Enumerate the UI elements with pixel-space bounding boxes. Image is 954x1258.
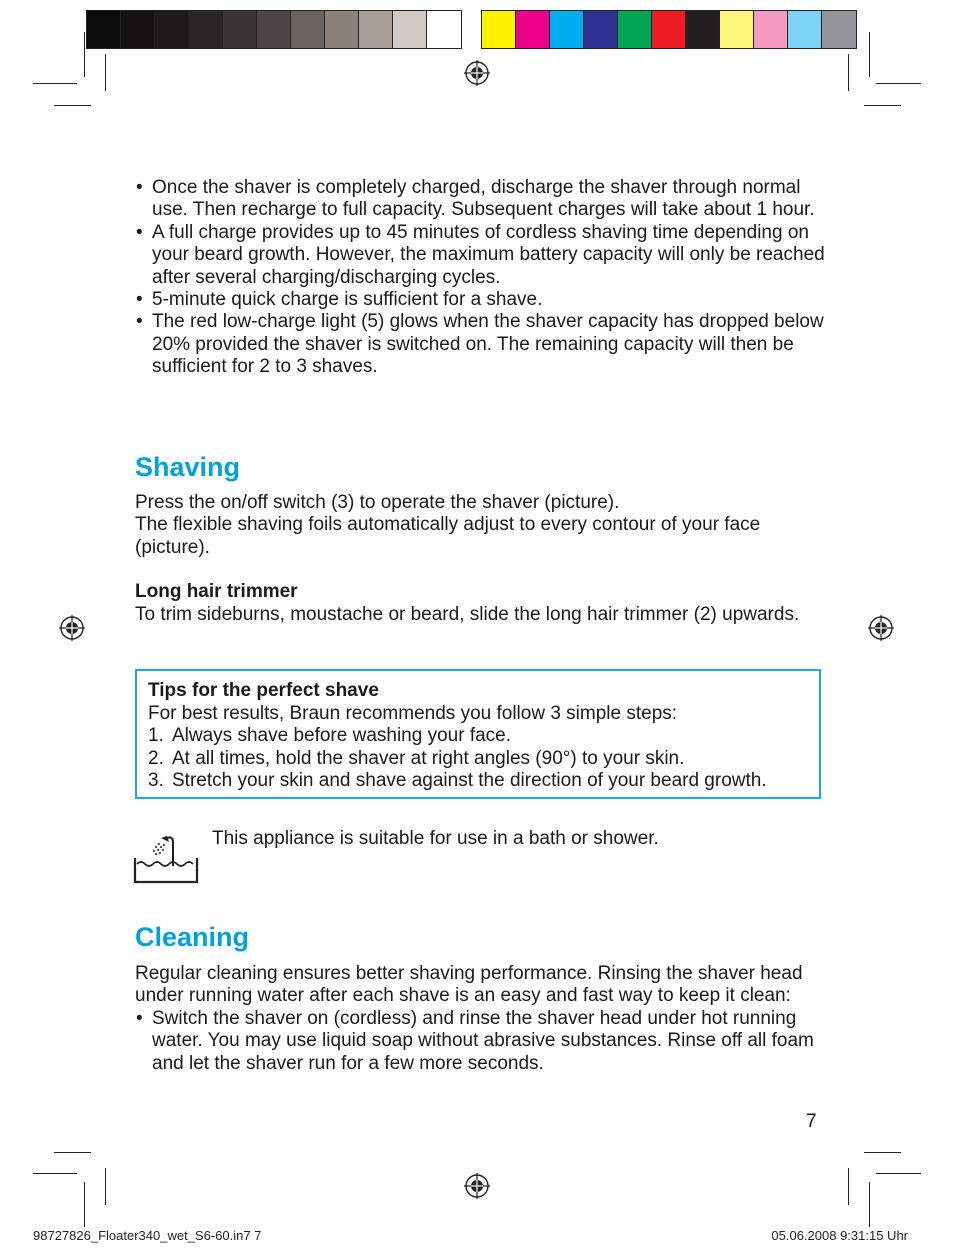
color-swatch [822,11,856,48]
crop-mark [869,1182,870,1227]
registration-mark-icon [868,615,894,641]
color-swatch [257,11,291,48]
list-item: • 5-minute quick charge is sufficient for a shave. [135,289,825,311]
crop-mark [105,54,106,91]
color-swatch [189,11,223,48]
registration-mark-icon [464,60,490,86]
footer-timestamp: 05.06.2008 9:31:15 Uhr [771,1228,908,1243]
crop-mark [876,1173,921,1174]
page-number: 7 [806,1111,817,1132]
color-swatch [516,11,550,48]
color-swatch [652,11,686,48]
crop-mark [84,1182,85,1227]
bath-shower-icon [133,832,199,886]
gray-calibration-strip [86,10,462,49]
crop-mark [105,1168,106,1205]
list-item: • The red low-charge light (5) glows when the shaver capacity has dropped below 20% provided the shaver is switched on. The remaining capacity will then be sufficient for 2 to 3 shaves. [135,311,825,378]
crop-mark [84,32,85,77]
registration-mark-icon [59,615,85,641]
bath-note: This appliance is suitable for use in a bath or shower. [212,828,659,849]
cleaning-heading: Cleaning [135,922,250,952]
color-swatch [87,11,121,48]
step-text: At all times, hold the shaver at right angles (90°) to your skin. [172,747,685,769]
list-item [148,748,809,771]
crop-mark [848,1168,849,1205]
shaving-para-2: The flexible shaving foils automatically adjust to every contour of your face (picture). [135,514,761,558]
color-swatch [393,11,427,48]
color-swatch [754,11,788,48]
crop-mark [869,32,870,77]
color-swatch [584,11,618,48]
crop-mark [864,105,901,106]
color-swatch [482,11,516,48]
color-swatch [291,11,325,48]
color-calibration-strip [481,10,857,49]
color-swatch [720,11,754,48]
crop-mark [876,83,921,84]
crop-mark [864,1152,901,1153]
crop-mark [54,1152,91,1153]
charging-section [135,177,825,379]
color-swatch [121,11,155,48]
color-swatch [155,11,189,48]
step-number: 3. [148,770,164,792]
tips-title: Tips for the perfect shave [148,680,379,701]
trimmer-title: Long hair trimmer [135,581,298,603]
step-number: 1. [148,725,164,747]
crop-mark [33,83,77,84]
crop-mark [848,54,849,91]
color-swatch [618,11,652,48]
shaving-heading: Shaving [135,452,241,482]
tips-intro: For best results, Braun recommends you follow 3 simple steps: [148,702,678,724]
step-number: 2. [148,747,164,769]
tips-steps-list [148,725,809,793]
list-item: • Switch the shaver on (cordless) and rinse the shaver head under hot running water. You may use liquid soap without abrasive substances. Rinse off all foam and let the shaver run for a few more seconds. [135,1008,825,1075]
shaving-section [135,452,825,626]
color-swatch [788,11,822,48]
list-item [148,770,809,793]
color-swatch [550,11,584,48]
crop-mark [54,105,91,106]
charging-bullet-list [135,177,825,379]
footer-file-info: 98727826_Floater340_wet_S6-60.in7 7 [33,1228,262,1243]
color-swatch [686,11,720,48]
step-text: Stretch your skin and shave against the direction of your beard growth. [172,770,767,792]
color-swatch [325,11,359,48]
tips-box [135,669,821,799]
list-item: • A full charge provides up to 45 minutes of cordless shaving time depending on your beard growth. However, the maximum battery capacity will only be reached after several charging/discharging cycles. [135,222,825,289]
cleaning-bullet-list [135,1008,825,1075]
shaving-para-1: Press the on/off switch (3) to operate the shaver (picture). [135,492,620,513]
color-swatch [427,11,461,48]
cleaning-intro: Regular cleaning ensures better shaving performance. Rinsing the shaver head under running water after each shave is an easy and fast way to keep it clean: [135,963,803,1007]
color-swatch [359,11,393,48]
color-swatch [223,11,257,48]
trimmer-text: To trim sideburns, moustache or beard, slide the long hair trimmer (2) upwards. [135,603,800,625]
crop-mark [33,1173,77,1174]
cleaning-section [135,922,825,1075]
registration-mark-icon [464,1173,490,1199]
list-item: • Once the shaver is completely charged, discharge the shaver through normal use. Then recharge to full capacity. Subsequent charges will take about 1 hour. [135,177,825,222]
step-text: Always shave before washing your face. [172,725,512,747]
list-item [148,725,809,748]
